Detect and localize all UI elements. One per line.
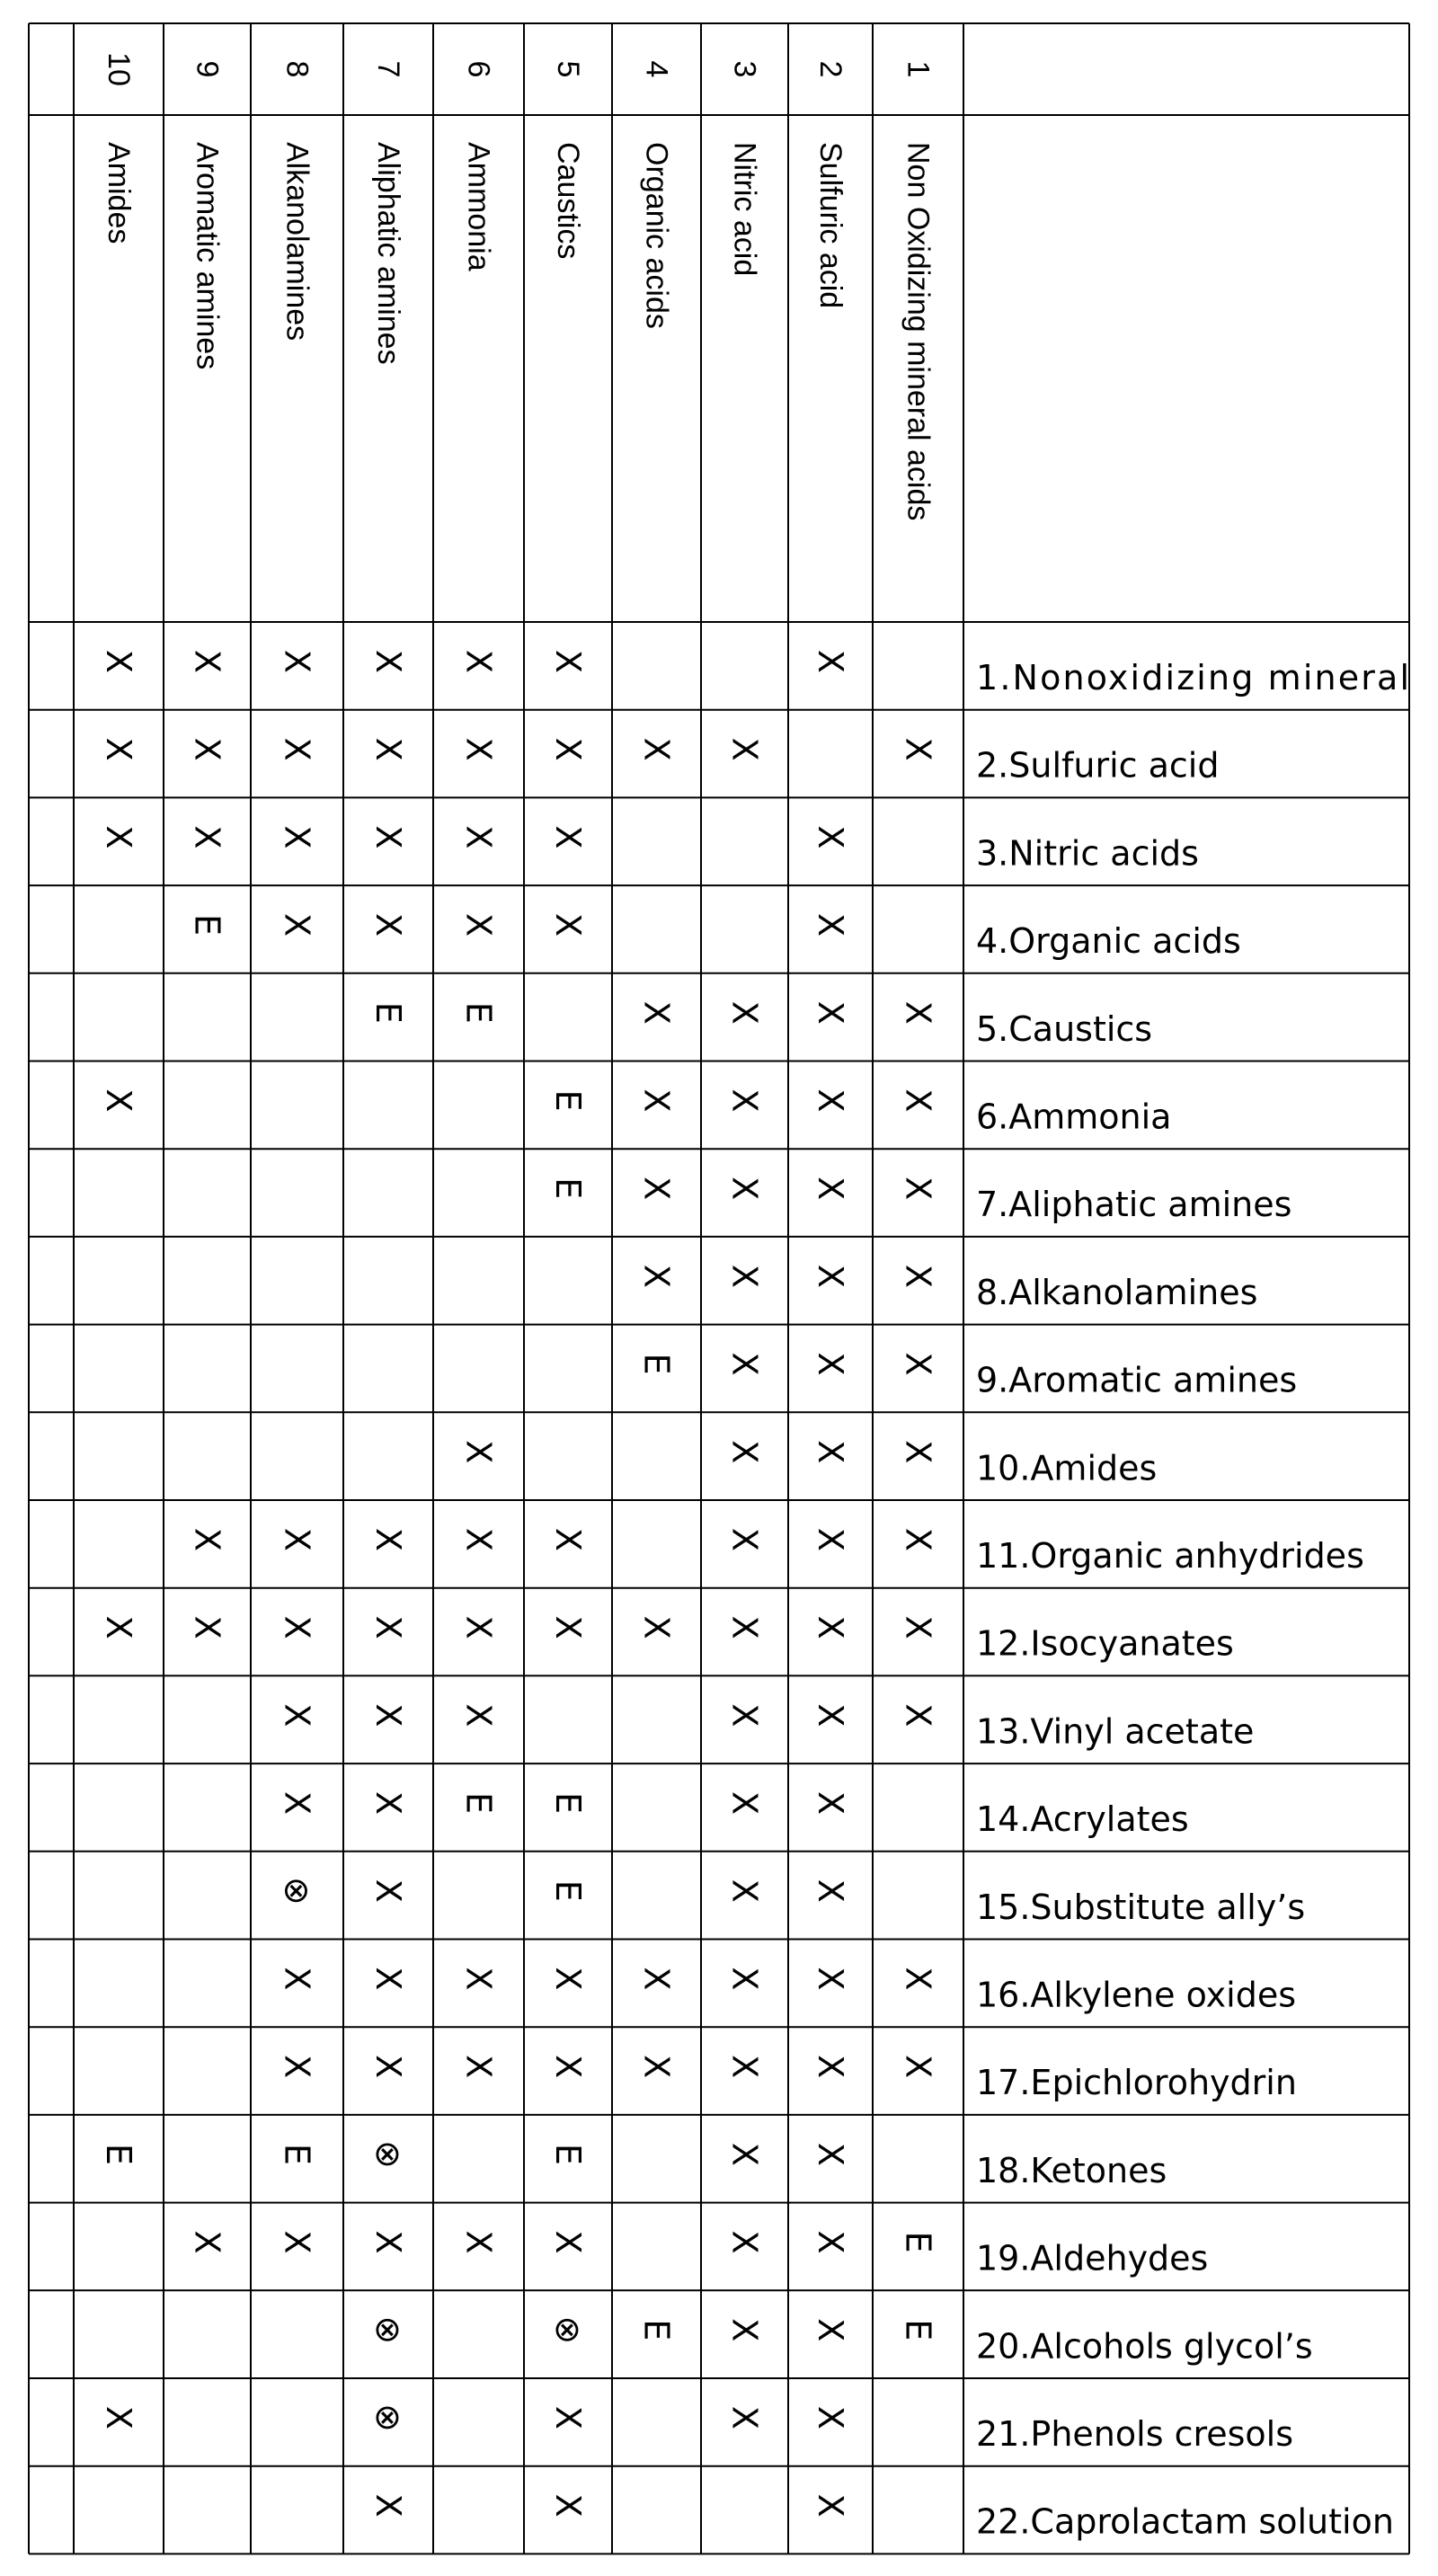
compatibility-mark: X <box>724 2055 765 2079</box>
compatibility-mark: X <box>724 2230 765 2254</box>
column-number: 5 <box>551 60 585 78</box>
compatibility-mark: X <box>724 1703 765 1728</box>
compatibility-mark: E <box>898 2231 938 2253</box>
compatibility-mark: ⊗ <box>277 1876 317 1905</box>
compatibility-mark: X <box>99 2405 138 2429</box>
compatibility-mark: X <box>277 1703 317 1728</box>
compatibility-mark: X <box>99 825 138 849</box>
compatibility-mark: X <box>636 1967 677 1991</box>
compatibility-mark: X <box>277 913 317 937</box>
compatibility-mark: E <box>187 914 227 937</box>
column-number: 6 <box>461 60 496 78</box>
row-label: 20.Alcohols glycol’s <box>976 2326 1313 2367</box>
compatibility-mark: X <box>368 1703 408 1728</box>
row-label: 2.Sulfuric acid <box>976 745 1220 786</box>
compatibility-mark: X <box>548 1967 588 1991</box>
compatibility-mark: X <box>724 2405 765 2429</box>
compatibility-mark: X <box>811 2055 850 2079</box>
compatibility-mark: X <box>277 649 317 673</box>
compatibility-mark: E <box>99 2143 138 2165</box>
compatibility-mark: X <box>811 649 850 673</box>
compatibility-mark: X <box>187 1527 227 1551</box>
compatibility-mark: X <box>811 1791 850 1816</box>
compatibility-mark: X <box>368 1967 408 1991</box>
compatibility-mark: X <box>811 1088 850 1113</box>
row-labels <box>976 658 1409 2542</box>
compatibility-mark: X <box>368 1527 408 1551</box>
compatibility-mark: X <box>724 1967 765 1991</box>
column-number: 1 <box>901 60 936 78</box>
compatibility-mark: X <box>811 1703 850 1728</box>
compatibility-mark: X <box>724 1088 765 1113</box>
compatibility-mark: X <box>458 649 499 673</box>
compatibility-mark: X <box>277 2055 317 2079</box>
compatibility-mark: X <box>458 737 499 761</box>
compatibility-mark: X <box>811 2405 850 2429</box>
compatibility-mark: X <box>458 1703 499 1728</box>
compatibility-mark: X <box>811 2230 850 2254</box>
compatibility-mark: X <box>898 1440 938 1464</box>
compatibility-mark: X <box>724 2318 765 2342</box>
compatibility-mark: X <box>99 1088 138 1113</box>
compatibility-mark: X <box>636 1088 677 1113</box>
row-label: 3.Nitric acids <box>976 833 1199 874</box>
compatibility-mark: E <box>636 2319 677 2341</box>
row-label: 22.Caprolactam solution <box>976 2501 1394 2542</box>
compatibility-mark: E <box>368 1001 408 1024</box>
row-label: 13.Vinyl acetate <box>976 1711 1255 1752</box>
row-label: 14.Acrylates <box>976 1799 1189 1840</box>
compatibility-mark: X <box>548 2055 588 2079</box>
compatibility-mark: X <box>811 1000 850 1025</box>
compatibility-mark: X <box>187 825 227 849</box>
table-cells <box>99 650 938 2518</box>
compatibility-mark: X <box>811 913 850 937</box>
row-label: 4.Organic acids <box>976 921 1241 962</box>
compatibility-mark: X <box>724 2142 765 2166</box>
compatibility-mark: X <box>458 1527 499 1551</box>
compatibility-mark: X <box>187 649 227 673</box>
compatibility-mark: X <box>811 1527 850 1551</box>
compatibility-mark: X <box>724 1879 765 1903</box>
compatibility-mark: X <box>277 1967 317 1991</box>
column-number: 2 <box>813 60 848 78</box>
compatibility-mark: X <box>811 2142 850 2166</box>
compatibility-mark: X <box>368 737 408 761</box>
compatibility-mark: E <box>548 1792 588 1815</box>
column-headers <box>102 52 936 520</box>
column-name: Alkanolamines <box>280 142 315 342</box>
column-name: Ammonia <box>461 142 496 271</box>
compatibility-mark: X <box>277 1527 317 1551</box>
compatibility-mark: X <box>636 737 677 761</box>
row-label: 19.Aldehydes <box>976 2238 1209 2278</box>
compatibility-mark: E <box>548 1879 588 1902</box>
row-label: 10.Amides <box>976 1448 1158 1488</box>
compatibility-mark: X <box>548 2230 588 2254</box>
compatibility-mark: X <box>458 1440 499 1464</box>
compatibility-mark: E <box>636 1353 677 1375</box>
compatibility-mark: X <box>548 737 588 761</box>
compatibility-mark: X <box>898 1703 938 1728</box>
column-number: 4 <box>639 60 674 78</box>
compatibility-mark: X <box>811 2318 850 2342</box>
compatibility-mark: X <box>898 2055 938 2079</box>
compatibility-mark: E <box>277 2143 317 2165</box>
compatibility-mark: X <box>636 1000 677 1025</box>
compatibility-mark: X <box>724 1177 765 1201</box>
compatibility-mark: X <box>898 1088 938 1113</box>
column-name: Aromatic amines <box>190 142 225 370</box>
compatibility-mark: X <box>636 1615 677 1639</box>
compatibility-mark: X <box>458 2230 499 2254</box>
column-name: Amides <box>102 142 136 244</box>
compatibility-mark: X <box>724 1615 765 1639</box>
compatibility-mark: X <box>368 1615 408 1639</box>
compatibility-mark: X <box>636 1264 677 1288</box>
compatibility-mark: X <box>811 1177 850 1201</box>
compatibility-mark: X <box>724 1352 765 1376</box>
compatibility-mark: X <box>724 1440 765 1464</box>
compatibility-mark: X <box>277 1615 317 1639</box>
compatibility-mark: ⊗ <box>368 2315 408 2345</box>
compatibility-mark: X <box>898 1264 938 1288</box>
compatibility-mark: X <box>548 2405 588 2429</box>
compatibility-mark: X <box>99 737 138 761</box>
compatibility-mark: X <box>811 825 850 849</box>
column-name: Non Oxidizing mineral acids <box>901 142 936 521</box>
compatibility-mark: X <box>368 2493 408 2518</box>
column-number: 10 <box>102 52 136 86</box>
compatibility-mark: X <box>187 1615 227 1639</box>
row-label: 11.Organic anhydrides <box>976 1535 1364 1576</box>
compatibility-mark: X <box>724 1527 765 1551</box>
compatibility-mark: X <box>724 737 765 761</box>
compatibility-mark: E <box>898 2319 938 2341</box>
row-label: 8.Alkanolamines <box>976 1272 1258 1312</box>
compatibility-mark: X <box>724 1791 765 1816</box>
compatibility-mark: X <box>636 1177 677 1201</box>
compatibility-mark: X <box>368 2230 408 2254</box>
compatibility-mark: X <box>548 1615 588 1639</box>
compatibility-mark: X <box>898 1615 938 1639</box>
compatibility-mark: X <box>898 737 938 761</box>
compatibility-mark: X <box>277 825 317 849</box>
compatibility-mark: X <box>458 913 499 937</box>
compatibility-mark: X <box>368 1791 408 1816</box>
row-label: 18.Ketones <box>976 2150 1167 2190</box>
compatibility-mark: X <box>368 825 408 849</box>
compatibility-mark: X <box>548 913 588 937</box>
row-label: 5.Caustics <box>976 1008 1153 1049</box>
column-number: 8 <box>280 60 315 78</box>
compatibility-mark: X <box>277 737 317 761</box>
compatibility-mark: X <box>368 649 408 673</box>
column-name: Sulfuric acid <box>813 142 848 309</box>
compatibility-mark: X <box>898 1352 938 1376</box>
compatibility-mark: X <box>811 1264 850 1288</box>
column-name: Aliphatic amines <box>371 142 405 365</box>
compatibility-mark: X <box>458 1967 499 1991</box>
compatibility-mark: X <box>724 1000 765 1025</box>
compatibility-mark: X <box>811 1615 850 1639</box>
compatibility-mark: ⊗ <box>548 2315 588 2345</box>
compatibility-mark: ⊗ <box>368 2139 408 2169</box>
compatibility-mark: ⊗ <box>368 2403 408 2432</box>
column-name: Organic acids <box>639 142 674 329</box>
compatibility-mark: X <box>898 1000 938 1025</box>
compatibility-mark: X <box>548 2493 588 2518</box>
compatibility-mark: X <box>636 2055 677 2079</box>
column-name: Nitric acid <box>727 142 762 277</box>
compatibility-mark: E <box>458 1001 499 1024</box>
compatibility-mark: E <box>548 1089 588 1112</box>
compatibility-mark: X <box>724 1264 765 1288</box>
compatibility-mark: X <box>277 2230 317 2254</box>
row-label: 15.Substitute ally’s <box>976 1887 1306 1927</box>
compatibility-mark: X <box>548 649 588 673</box>
compatibility-mark: X <box>458 2055 499 2079</box>
row-label: 17.Epichlorohydrin <box>976 2063 1297 2103</box>
row-label: 12.Isocyanates <box>976 1623 1234 1664</box>
compatibility-mark: X <box>368 2055 408 2079</box>
compatibility-mark: X <box>898 1967 938 1991</box>
compatibility-mark: X <box>277 1791 317 1816</box>
compatibility-mark: X <box>811 2493 850 2518</box>
compatibility-mark: X <box>898 1527 938 1551</box>
compatibility-mark: E <box>548 1177 588 1200</box>
compatibility-mark: X <box>368 913 408 937</box>
column-number: 3 <box>727 60 762 78</box>
compatibility-mark: X <box>187 2230 227 2254</box>
row-label: 16.Alkylene oxides <box>976 1975 1297 2015</box>
column-number: 7 <box>371 60 405 78</box>
compatibility-mark: X <box>811 1967 850 1991</box>
compatibility-mark: X <box>458 825 499 849</box>
compatibility-mark: X <box>548 825 588 849</box>
compatibility-mark: E <box>548 2143 588 2165</box>
row-label: 7.Aliphatic amines <box>976 1185 1292 1225</box>
compatibility-mark: X <box>898 1177 938 1201</box>
row-label: 21.Phenols cresols <box>976 2413 1294 2454</box>
row-label: 9.Aromatic amines <box>976 1360 1298 1400</box>
row-label: 1.Nonoxidizing mineral <box>976 657 1409 697</box>
column-name: Caustics <box>551 142 585 260</box>
compatibility-mark: E <box>458 1792 499 1815</box>
compatibility-mark: X <box>458 1615 499 1639</box>
column-number: 9 <box>190 60 225 78</box>
row-label: 6.Ammonia <box>976 1097 1172 1137</box>
compatibility-mark: X <box>368 1879 408 1903</box>
compatibility-mark: X <box>811 1440 850 1464</box>
compatibility-mark: X <box>99 649 138 673</box>
compatibility-mark: X <box>99 1615 138 1639</box>
compatibility-mark: X <box>811 1352 850 1376</box>
compatibility-mark: X <box>548 1527 588 1551</box>
compatibility-mark: X <box>811 1879 850 1903</box>
compatibility-mark: X <box>187 737 227 761</box>
